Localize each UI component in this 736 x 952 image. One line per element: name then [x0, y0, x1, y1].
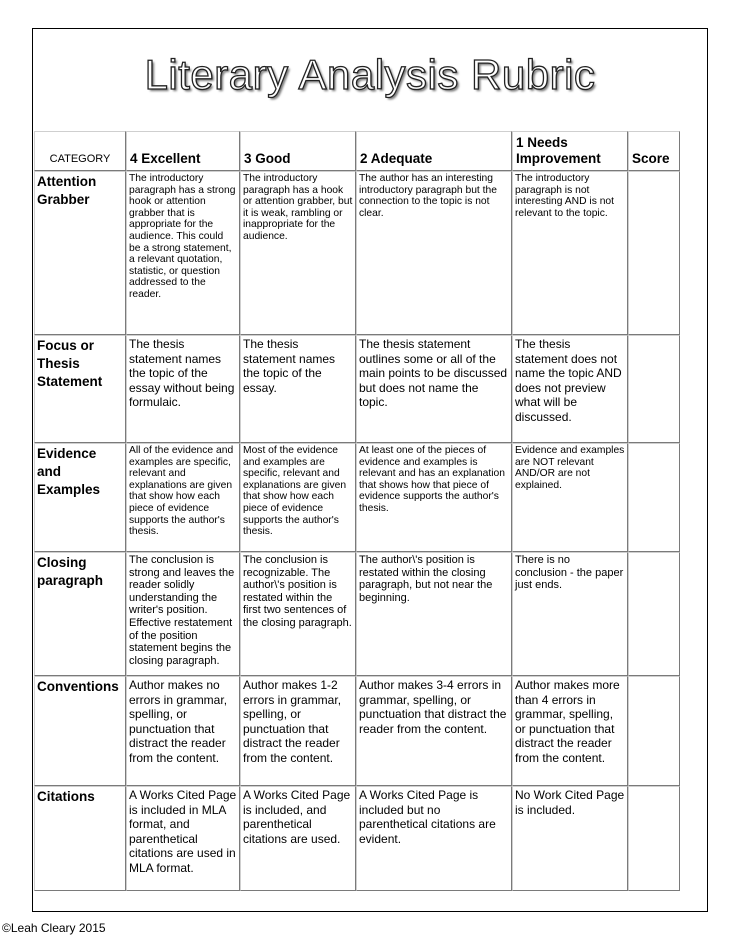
cell-score[interactable]: [628, 443, 680, 552]
cell-excellent: The introductory paragraph has a strong hook or attention grabber that is appropriate for the audience. This could be a strong statement, a relevant quotation, statistic, or question addressed to the reader.: [126, 171, 240, 335]
header-category: CATEGORY: [34, 131, 126, 171]
cell-needs-improvement: The introductory paragraph is not interesting AND is not relevant to the topic.: [512, 171, 628, 335]
cell-good: The conclusion is recognizable. The author\'s position is restated within the first two sentences of the closing paragraph.: [240, 552, 356, 676]
header-good: 3 Good: [240, 131, 356, 171]
header-row: [34, 131, 680, 171]
category-cell: Conventions: [34, 676, 126, 786]
table-row-evidence-examples: [34, 443, 680, 552]
cell-good: Author makes 1-2 errors in grammar, spelling, or punctuation that distract the reader from the content.: [240, 676, 356, 786]
cell-adequate: Author makes 3-4 errors in grammar, spelling, or punctuation that distract the reader from the content.: [356, 676, 512, 786]
category-cell: Citations: [34, 786, 126, 891]
cell-score[interactable]: [628, 171, 680, 335]
category-cell: Evidence and Examples: [34, 443, 126, 552]
cell-excellent: A Works Cited Page is included in MLA format, and parenthetical citations are used in MLA format.: [126, 786, 240, 891]
cell-adequate: A Works Cited Page is included but no parenthetical citations are evident.: [356, 786, 512, 891]
cell-adequate: The author has an interesting introductory paragraph but the connection to the topic is not clear.: [356, 171, 512, 335]
cell-good: Most of the evidence and examples are specific, relevant and explanations are given that show how each piece of evidence supports the author's thesis.: [240, 443, 356, 552]
header-needs-improvement: 1 Needs Improvement: [512, 131, 628, 171]
cell-needs-improvement: The thesis statement does not name the topic AND does not preview what will be discussed.: [512, 335, 628, 443]
cell-adequate: The thesis statement outlines some or all of the main points to be discussed but does not name the topic.: [356, 335, 512, 443]
cell-needs-improvement: No Work Cited Page is included.: [512, 786, 628, 891]
rubric-table: [34, 131, 680, 891]
cell-needs-improvement: There is no conclusion - the paper just ends.: [512, 552, 628, 676]
table-row-conventions: [34, 676, 680, 786]
header-score: Score: [628, 131, 680, 171]
cell-score[interactable]: [628, 552, 680, 676]
page-title: Literary Analysis Rubric: [144, 51, 596, 98]
copyright-footer: ©Leah Cleary 2015: [2, 921, 106, 935]
table-row-citations: [34, 786, 680, 891]
category-cell: Focus or Thesis Statement: [34, 335, 126, 443]
table-row-focus-thesis: [34, 335, 680, 443]
cell-adequate: The author\'s position is restated within the closing paragraph, but not near the beginning.: [356, 552, 512, 676]
cell-good: A Works Cited Page is included, and parenthetical citations are used.: [240, 786, 356, 891]
header-excellent: 4 Excellent: [126, 131, 240, 171]
cell-excellent: All of the evidence and examples are specific, relevant and explanations are given that show how each piece of evidence supports the author's thesis.: [126, 443, 240, 552]
table-row-closing-paragraph: [34, 552, 680, 676]
cell-good: The introductory paragraph has a hook or attention grabber, but it is weak, rambling or inappropriate for the audience.: [240, 171, 356, 335]
category-cell: Attention Grabber: [34, 171, 126, 335]
header-adequate: 2 Adequate: [356, 131, 512, 171]
category-cell: Closing paragraph: [34, 552, 126, 676]
cell-excellent: The thesis statement names the topic of the essay without being formulaic.: [126, 335, 240, 443]
cell-score[interactable]: [628, 335, 680, 443]
cell-excellent: Author makes no errors in grammar, spelling, or punctuation that distract the reader from the content.: [126, 676, 240, 786]
table-row-attention-grabber: [34, 171, 680, 335]
cell-needs-improvement: Author makes more than 4 errors in grammar, spelling, or punctuation that distract the reader from the content.: [512, 676, 628, 786]
cell-score[interactable]: [628, 676, 680, 786]
cell-score[interactable]: [628, 786, 680, 891]
cell-excellent: The conclusion is strong and leaves the reader solidly understanding the writer's position. Effective restatement of the position statement begins the closing paragraph.: [126, 552, 240, 676]
cell-needs-improvement: Evidence and examples are NOT relevant AND/OR are not explained.: [512, 443, 628, 552]
cell-good: The thesis statement names the topic of the essay.: [240, 335, 356, 443]
cell-adequate: At least one of the pieces of evidence and examples is relevant and has an explanation that shows how that piece of evidence supports the author's thesis.: [356, 443, 512, 552]
